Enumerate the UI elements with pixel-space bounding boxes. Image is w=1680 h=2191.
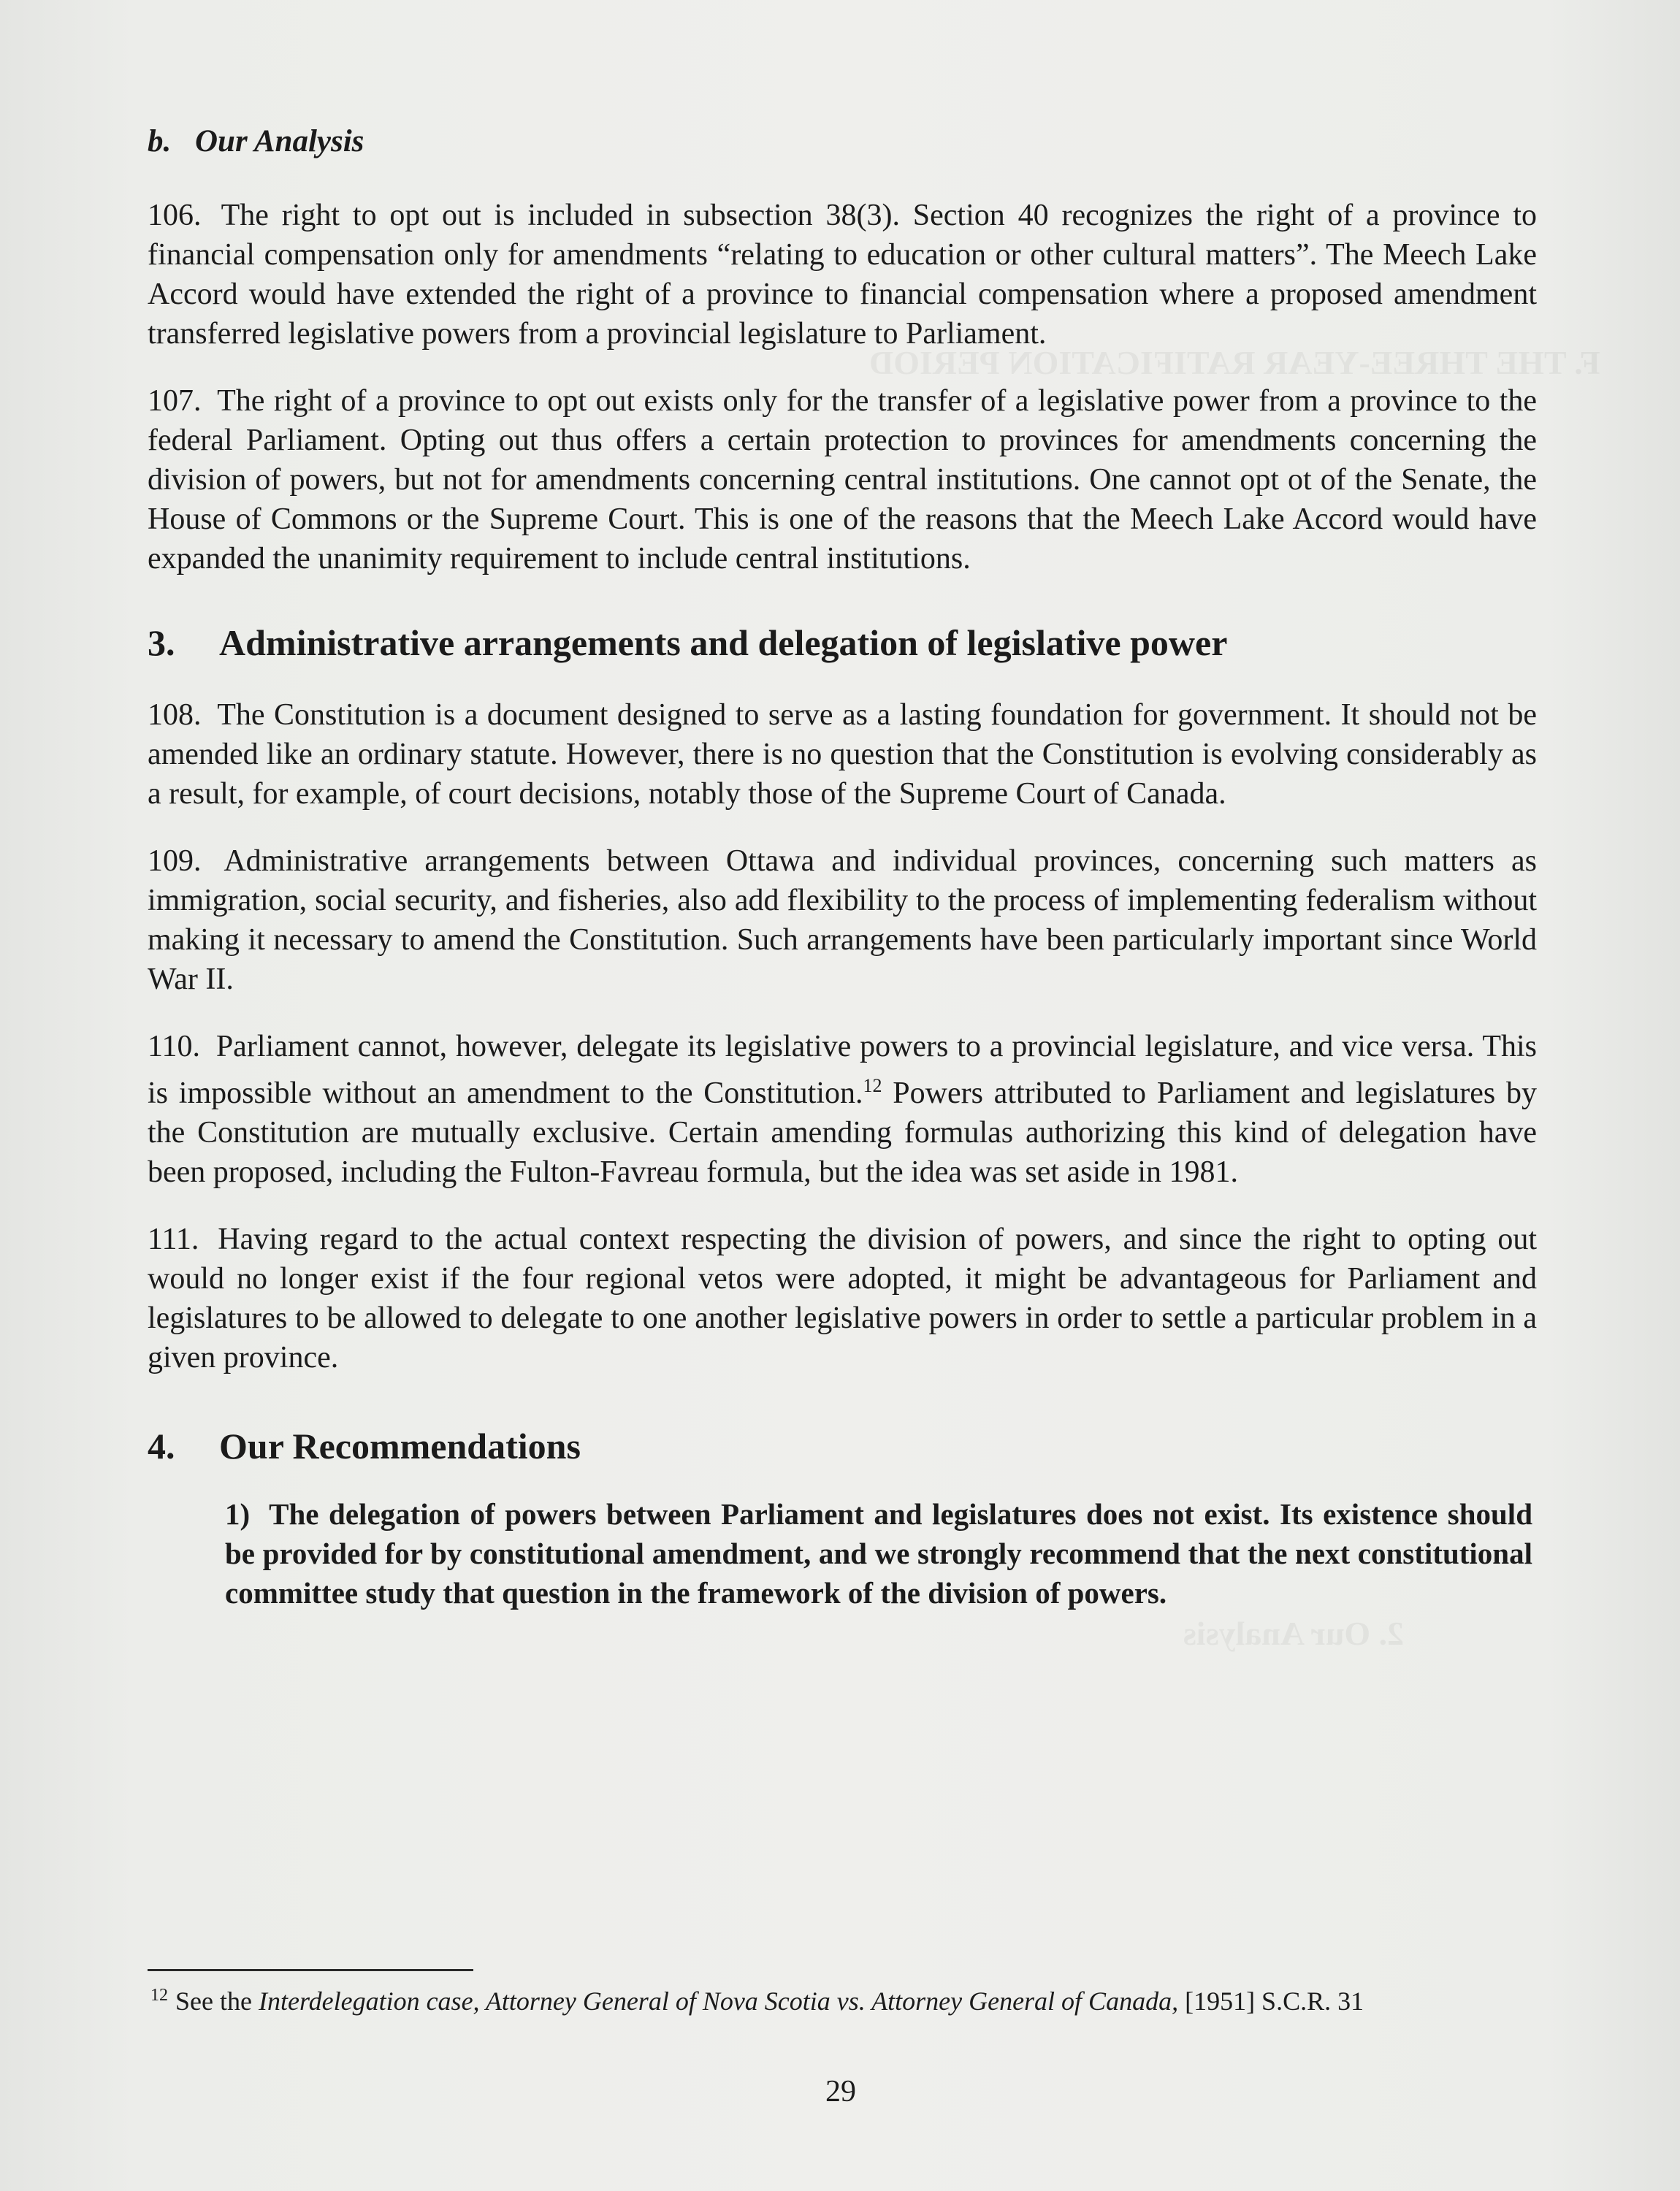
bleed-through-subheading: 2. Our Analysis <box>1183 1615 1405 1652</box>
subsection-title: Our Analysis <box>195 124 364 158</box>
paragraph-text-after: Powers attributed to Parliament and legislatures by the Constitution are mutually exclusive. Certain amending formulas authorizing this kind of delegation have been proposed, including the Fulton-Favreau formula, but the idea was set aside in 1981. <box>148 1076 1537 1189</box>
footnote-citation: [1951] S.C.R. 31 <box>1178 1987 1364 2016</box>
paragraph-108 <box>148 695 1537 814</box>
paragraph-text: Having regard to the actual context respecting the division of powers, and since the right to opting out would no longer exist if the four regional vetos were adopted, it might be advantageous for Parliament and legislatures to be allowed to delegate to one another legislative powers in order to settle a particular problem in a given province. <box>148 1222 1538 1374</box>
paragraph-number: 106. <box>148 198 202 232</box>
section-title: Our Recommendations <box>219 1425 581 1467</box>
footnote-number: 12 <box>150 1986 168 2005</box>
section-4-heading <box>148 1424 1537 1468</box>
paragraph-106 <box>148 196 1537 353</box>
paragraph-number: 108. <box>148 697 202 732</box>
paragraph-text: The Constitution is a document designed to serve as a lasting foundation for government. It should not be amended like an ordinary statute. However, there is no question that the Constitution is evolving considerably as a result, for example, of court decisions, notably those of the Supreme Court of Canada. <box>148 697 1537 811</box>
footnote-divider <box>148 1969 473 1971</box>
paragraph-number: 111. <box>148 1222 199 1256</box>
subsection-letter: b. <box>148 124 172 158</box>
section-number: 3. <box>148 622 175 663</box>
paragraph-111 <box>148 1220 1537 1377</box>
paragraph-110 <box>148 1027 1537 1192</box>
footnote-reference[interactable]: 12 <box>863 1074 882 1096</box>
footnote-prefix: See the <box>175 1987 259 2016</box>
recommendation-1 <box>225 1494 1532 1613</box>
section-title: Administrative arrangements and delegation of legislative power <box>219 622 1228 663</box>
page-content <box>148 123 1537 1613</box>
paragraph-107 <box>148 381 1537 578</box>
paragraph-text-before: Parliament cannot, however, delegate its legislative powers to a provincial legislature, and vice versa. This is impossible without an amendment to the Constitution. <box>148 1029 1537 1110</box>
paragraph-109 <box>148 841 1537 999</box>
paragraph-text: Administrative arrangements between Ottawa and individual provinces, concerning such matters as immigration, social security, and fisheries, also add flexibility to the process of implementing federalism without making it necessary to amend the Constitution. Such arrangements have been particularly important since World War II. <box>148 844 1537 996</box>
section-number: 4. <box>148 1425 175 1467</box>
paragraph-text: The right of a province to opt out exists only for the transfer of a legislative power from a province to the federal Parliament. Opting out thus offers a certain protection to provinces for amendments concerning the division of powers, but not for amendments concerning central institutions. One cannot opt ot of the Senate, the House of Commons or the Supreme Court. This is one of the reasons that the Meech Lake Accord would have expanded the unanimity requirement to include central institutions. <box>148 383 1537 576</box>
footnote-12 <box>150 1978 1531 2019</box>
section-3-heading <box>148 621 1537 665</box>
recommendation-text: The delegation of powers between Parliament and legislatures does not exist. Its existence should be provided for by constitutional amendment, and we strongly recommend that the next constitutional committee study that question in the framework of the division of powers. <box>225 1496 1532 1610</box>
subsection-heading <box>148 123 1537 161</box>
recommendation-number: 1) <box>225 1496 251 1531</box>
paragraph-number: 110. <box>148 1029 200 1063</box>
paragraph-number: 109. <box>148 844 202 878</box>
bleed-through-heading: F. THE THREE-YEAR RATIFICATION PERIOD <box>869 344 1600 381</box>
paragraph-number: 107. <box>148 383 202 418</box>
page-number: 29 <box>825 2075 856 2108</box>
paragraph-text: The right to opt out is included in subsection 38(3). Section 40 recognizes the right of a province to financial compensation only for amendments “relating to education or other cultural matters”. The Meech Lake Accord would have extended the right of a province to financial compensation where a proposed amendment transferred legislative powers from a provincial legislature to Parliament. <box>148 198 1537 351</box>
footnote-case-name: Interdelegation case, Attorney General of Nova Scotia vs. Attorney General of Canada, <box>258 1987 1179 2016</box>
